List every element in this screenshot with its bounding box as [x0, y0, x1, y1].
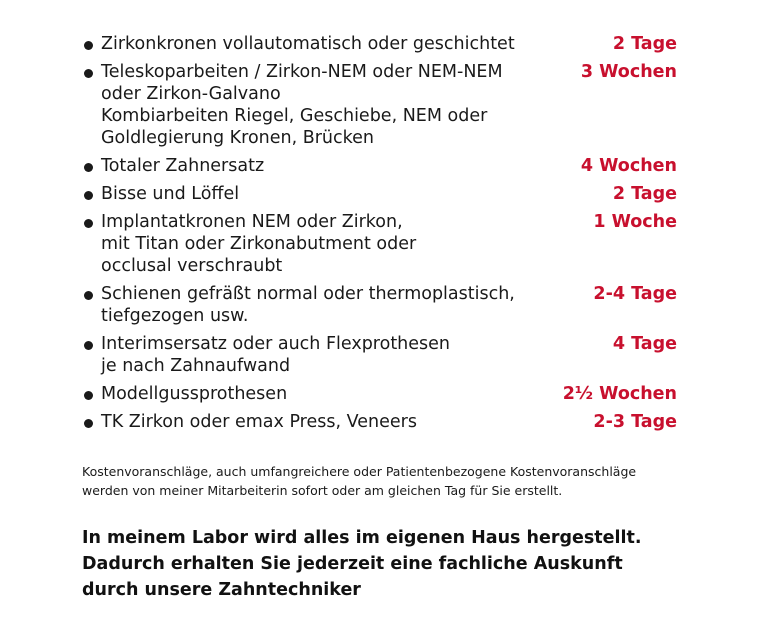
- list-item: [82, 61, 682, 149]
- item-description-line: tiefgezogen usw.: [101, 306, 249, 326]
- bullet-icon: [84, 41, 93, 50]
- item-description-line: Bisse und Löffel: [101, 184, 240, 204]
- item-description: [101, 333, 541, 377]
- item-description: [101, 183, 541, 205]
- bullet-icon: [84, 341, 93, 350]
- bullet-icon: [84, 191, 93, 200]
- item-description: [101, 211, 541, 277]
- list-item: [82, 411, 682, 433]
- item-description-line: Implantatkronen NEM oder Zirkon,: [101, 212, 403, 232]
- item-description-line: occlusal verschraubt: [101, 256, 283, 276]
- item-description-line: Schienen gefräßt normal oder thermoplastisch,: [101, 284, 515, 304]
- bullet-icon: [84, 163, 93, 172]
- item-description-line: Goldlegierung Kronen, Brücken: [101, 128, 375, 148]
- bullet-icon: [84, 219, 93, 228]
- item-duration: 4 Tage: [612, 334, 677, 354]
- item-duration: 3 Wochen: [580, 62, 677, 82]
- item-duration: 2-3 Tage: [593, 412, 677, 432]
- list-item: [82, 283, 682, 327]
- list-item: [82, 211, 682, 277]
- item-description-line: Interimsersatz oder auch Flexprothesen: [101, 334, 451, 354]
- note-line: Kostenvoranschläge, auch umfangreichere oder Patientenbezogene Kostenvoranschläge: [82, 464, 637, 479]
- item-description-line: Totaler Zahnersatz: [101, 156, 265, 176]
- bullet-icon: [84, 419, 93, 428]
- item-description-line: oder Zirkon-Galvano: [101, 84, 281, 104]
- item-description: [101, 283, 541, 327]
- item-duration: 2½ Wochen: [562, 384, 677, 404]
- bullet-icon: [84, 391, 93, 400]
- list-item: [82, 383, 682, 405]
- list-item: [82, 155, 682, 177]
- item-description-line: Kombiarbeiten Riegel, Geschiebe, NEM oder: [101, 106, 488, 126]
- delivery-times-list: [82, 33, 682, 439]
- item-description-line: mit Titan oder Zirkonabutment oder: [101, 234, 417, 254]
- item-description: [101, 411, 541, 433]
- statement-line: In meinem Labor wird alles im eigenen Haus hergestellt.: [82, 528, 642, 548]
- item-description: [101, 383, 541, 405]
- item-description-line: Modellgussprothesen: [101, 384, 288, 404]
- item-duration: 2 Tage: [612, 34, 677, 54]
- item-duration: 2-4 Tage: [593, 284, 677, 304]
- item-description-line: Teleskoparbeiten / Zirkon-NEM oder NEM-NEM: [101, 62, 503, 82]
- lab-statement: [82, 525, 722, 603]
- item-description-line: Zirkonkronen vollautomatisch oder geschichtet: [101, 34, 515, 54]
- item-description-line: TK Zirkon oder emax Press, Veneers: [101, 412, 417, 432]
- note-line: werden von meiner Mitarbeiterin sofort oder am gleichen Tag für Sie erstellt.: [82, 483, 563, 498]
- list-item: [82, 183, 682, 205]
- item-duration: 1 Woche: [593, 212, 677, 232]
- statement-line: Dadurch erhalten Sie jederzeit eine fachliche Auskunft: [82, 554, 623, 574]
- bullet-icon: [84, 291, 93, 300]
- item-description-line: je nach Zahnaufwand: [101, 356, 291, 376]
- item-duration: 4 Wochen: [580, 156, 677, 176]
- list-item: [82, 33, 682, 55]
- item-description: [101, 61, 541, 149]
- item-duration: 2 Tage: [612, 184, 677, 204]
- cost-estimate-note: [82, 462, 722, 500]
- list-item: [82, 333, 682, 377]
- bullet-icon: [84, 69, 93, 78]
- statement-line: durch unsere Zahntechniker: [82, 580, 361, 600]
- item-description: [101, 33, 541, 55]
- item-description: [101, 155, 541, 177]
